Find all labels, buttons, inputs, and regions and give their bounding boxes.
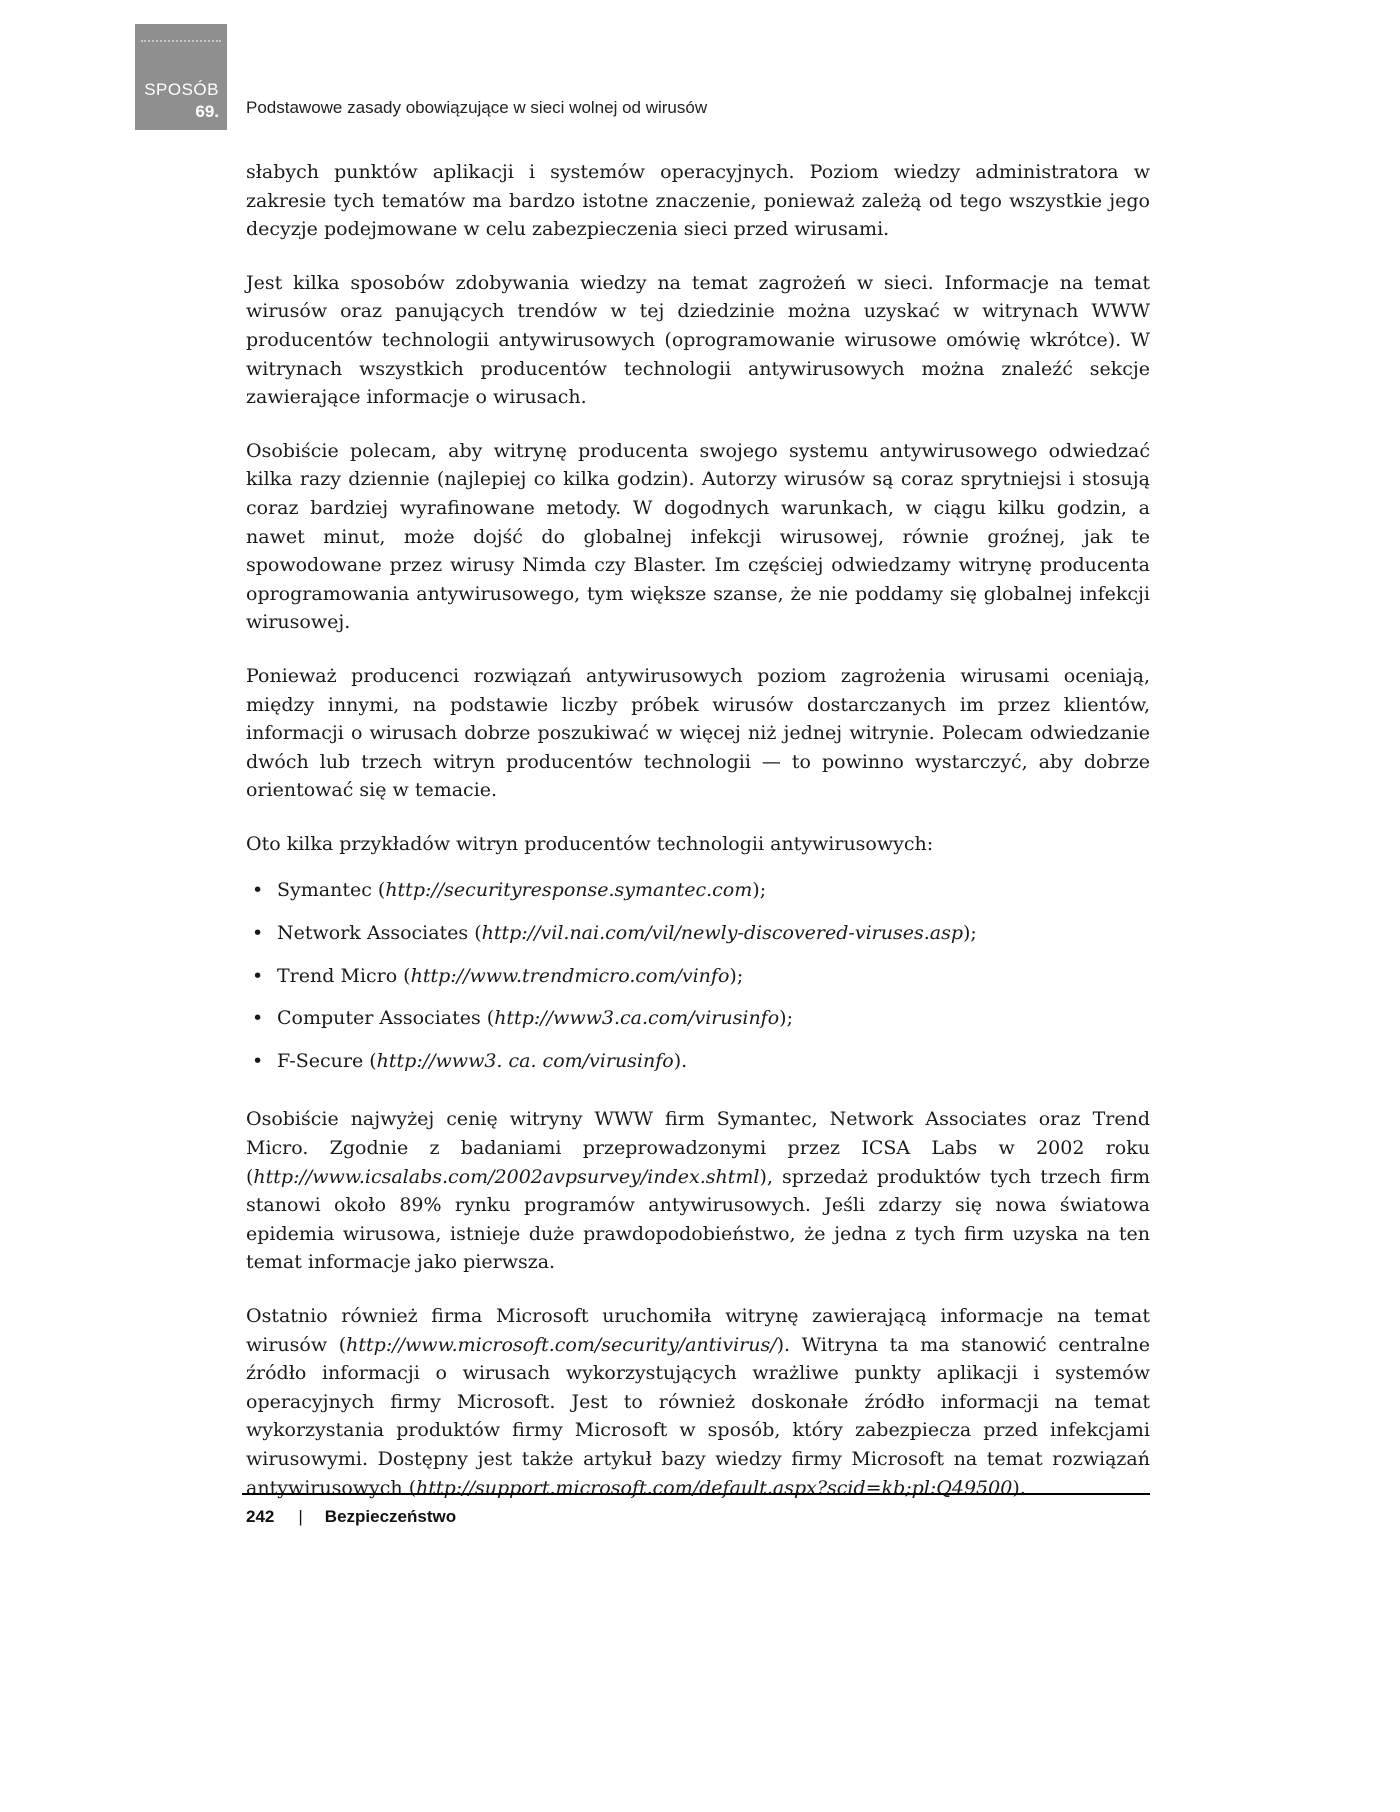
vendor-name: F-Secure [277, 1049, 364, 1072]
bullet-icon: • [252, 922, 264, 945]
page-number: 242 [246, 1507, 275, 1526]
running-head: Podstawowe zasady obowiązujące w sieci wolnej od wirusów [246, 98, 708, 117]
bullet-icon: • [252, 1049, 264, 1072]
paragraph-7-text-c: ). [1012, 1476, 1026, 1499]
list-item-end: . [681, 1049, 688, 1072]
microsoft-kb-url: http://support.microsoft.com/default.aspx?scid=kb;pl:Q49500 [416, 1476, 1013, 1499]
section-title: Bezpieczeństwo [324, 1507, 457, 1526]
vendor-url: http://www.trendmicro.com/vinfo [410, 964, 730, 987]
vendor-name: Computer Associates [277, 1007, 481, 1030]
paragraph-7-text-a: Ostatnio również firma Microsoft uruchomiła witrynę zawierającą informacje na temat wirusów ( [246, 1305, 1150, 1356]
paragraph-3: Osobiście polecam, aby witrynę producenta swojego systemu antywirusowego odwiedzać kilka razy dziennie (najlepiej co kilka godzin). Autorzy wirusów są coraz sprytniejsi i stosują coraz bardziej wyrafinowane metody. W dogodnych warunkach, w ciągu kilku godzin, a nawet minut, może dojść do globalnej infekcji wirusowej, równie groźnej, jak te spowodowane przez wirusy Nimda czy Blaster. Im częściej odwiedzamy witrynę producenta oprogramowania antywirusowego, tym większe szanse, że nie poddamy się globalnej infekcji wirusowej. [246, 439, 1150, 634]
bullet-icon: • [252, 879, 264, 902]
page-body [246, 158, 1150, 1527]
vendor-url: http://www3. ca. com/virusinfo [376, 1049, 674, 1072]
paragraph-4: Ponieważ producenci rozwiązań antywirusowych poziom zagrożenia wirusami oceniają, między innymi, na podstawie liczby próbek wirusów dostarczanych im przez klientów, informacji o wirusach dobrze poszukiwać w więcej niż jednej witrynie. Polecam odwiedzanie dwóch lub trzech witryn producentów technologii — to powinno wystarczyć, aby dobrze orientować się w temacie. [246, 664, 1150, 802]
bullet-icon: • [252, 1007, 264, 1030]
badge-number: 69. [195, 102, 219, 121]
list-item: • Network Associates (http://vil.nai.com/vil/newly-discovered-viruses.asp); [246, 919, 1150, 948]
list-item: • F-Secure (http://www3. ca. com/virusinfo). [246, 1047, 1150, 1076]
paragraph-6 [246, 1105, 1150, 1277]
paragraph-5: Oto kilka przykładów witryn producentów technologii antywirusowych: [246, 832, 934, 855]
vendor-name: Symantec [277, 879, 372, 902]
vendor-url: http://vil.nai.com/vil/newly-discovered-viruses.asp [481, 922, 963, 945]
paragraph-2: Jest kilka sposobów zdobywania wiedzy na temat zagrożeń w sieci. Informacje na temat wirusów oraz panujących trendów w tej dziedzinie można uzyskać w witrynach WWW producentów technologii antywirusowych (oprogramowanie wirusowe omówię wkrótce). W witrynach wszystkich producentów technologii antywirusowych można znaleźć sekcje zawierające informacje o wirusach. [246, 271, 1150, 409]
paragraph-1: słabych punktów aplikacji i systemów operacyjnych. Poziom wiedzy administratora w zakresie tych tematów ma bardzo istotne znaczenie, ponieważ zależą od tego wszystkie jego decyzje podejmowane w celu zabezpieczenia sieci przed wirusami. [246, 161, 1150, 241]
footer-rule [242, 1493, 1150, 1495]
badge-label: SPOSÓB [144, 80, 219, 99]
list-item-end: ; [736, 964, 744, 987]
badge-dotted-rule [141, 40, 221, 42]
vendor-list [246, 876, 1150, 1075]
list-item-end: ; [786, 1007, 793, 1030]
vendor-name: Trend Micro [277, 964, 398, 987]
vendor-name: Network Associates [277, 922, 469, 945]
footer-separator: | [298, 1507, 303, 1526]
microsoft-antivirus-url: http://www.microsoft.com/security/antivirus/ [346, 1333, 777, 1356]
list-item: • Symantec (http://securityresponse.symantec.com); [246, 876, 1150, 905]
paragraph-6-text-b: ), sprzedaż produktów tych trzech firm stanowi około 89% rynku programów antywirusowych. Jeśli zdarzy się nowa światowa epidemia wirusowa, istnieje duże prawdopodobieństwo, że jedna z tych firm uzyska na ten temat informacje jako pierwsza. [246, 1165, 1150, 1274]
list-item-end: ; [970, 922, 977, 945]
vendor-url: http://securityresponse.symantec.com [385, 879, 753, 902]
paragraph-7-text-b: ). Witryna ta ma stanowić centralne źródło informacji o wirusach wykorzystujących wrażliwe punkty aplikacji i systemów operacyjnych firmy Microsoft. Jest to również doskonałe źródło informacji na temat wykorzystania produktów firmy Microsoft w sposób, który zabezpiecza przed infekcjami wirusowymi. Dostępny jest także artykuł bazy wiedzy firmy Microsoft na temat rozwiązań antywirusowych ( [246, 1333, 1150, 1499]
paragraph-7 [246, 1302, 1150, 1502]
bullet-icon: • [252, 964, 264, 987]
page-footer [246, 1507, 456, 1527]
chapter-badge [135, 24, 227, 130]
icsa-url: http://www.icsalabs.com/2002avpsurvey/index.shtml [253, 1165, 760, 1188]
list-item: • Trend Micro (http://www.trendmicro.com/vinfo); [246, 962, 1150, 991]
list-item-end: ; [759, 879, 767, 902]
list-item: • Computer Associates (http://www3.ca.com/virusinfo); [246, 1004, 1150, 1033]
vendor-url: http://www3.ca.com/virusinfo [494, 1007, 780, 1030]
paragraph-6-text-a: Osobiście najwyżej cenię witryny WWW firm Symantec, Network Associates oraz Trend Micro. Zgodnie z badaniami przeprowadzonymi przez ICSA Labs w 2002 roku ( [246, 1108, 1150, 1188]
